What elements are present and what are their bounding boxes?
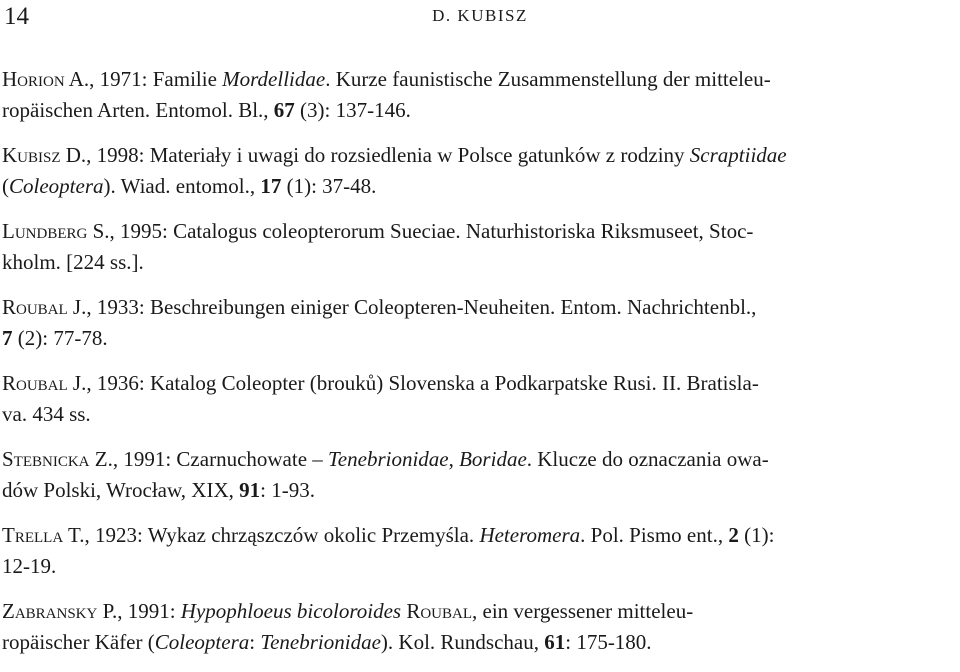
reference-entry bbox=[2, 444, 954, 506]
reference-text: ropäischer Käfer ( bbox=[2, 630, 155, 654]
reference-text: . Klucze do oznaczania owa- bbox=[526, 447, 769, 471]
taxon-name: Tenebrionidae bbox=[328, 447, 449, 471]
reference-entry bbox=[2, 292, 954, 354]
reference-entry bbox=[2, 520, 954, 582]
taxon-author: Roubal bbox=[406, 599, 472, 623]
reference-entry bbox=[2, 596, 954, 658]
reference-text: ). Kol. Rundschau, bbox=[380, 630, 545, 654]
taxon-name: Mordellidae bbox=[222, 67, 326, 91]
reference-text: , 1998: Materiały i uwagi do rozsiedlenia w Polsce gatunków z rodziny bbox=[86, 143, 690, 167]
reference-text: , ein vergessener mitteleu- bbox=[472, 599, 694, 623]
taxon-name: Coleoptera bbox=[9, 174, 104, 198]
reference-entry bbox=[2, 140, 954, 202]
reference-text: , 1923: Wykaz chrząszczów okolic Przemyśla. bbox=[84, 523, 480, 547]
volume-number: 17 bbox=[260, 174, 282, 198]
reference-entry bbox=[2, 216, 954, 278]
reference-author: Horion A. bbox=[2, 67, 90, 91]
volume-number: 91 bbox=[239, 478, 261, 502]
reference-author: Kubisz D. bbox=[2, 143, 87, 167]
reference-list bbox=[2, 64, 954, 672]
reference-text: dów Polski, Wrocław, XIX, bbox=[2, 478, 240, 502]
taxon-name: Boridae bbox=[459, 447, 527, 471]
reference-text: , 1991: bbox=[117, 599, 181, 623]
taxon-name: Scraptiidae bbox=[689, 143, 787, 167]
reference-author: Lundberg S. bbox=[2, 219, 110, 243]
reference-text: , 1936: Katalog Coleopter (brouků) Slovenska a Podkarpatske Rusi. II. Bratisla- bbox=[86, 371, 759, 395]
reference-entry bbox=[2, 64, 954, 126]
volume-number: 7 bbox=[2, 326, 13, 350]
reference-text: , 1991: Czarnuchowate – bbox=[112, 447, 329, 471]
reference-text: (3): 137-146. bbox=[294, 98, 411, 122]
reference-author: Zabransky P. bbox=[2, 599, 118, 623]
page-number: 14 bbox=[4, 3, 29, 30]
reference-text: . Kurze faunistische Zusammenstellung der mitteleu- bbox=[325, 67, 771, 91]
reference-entry bbox=[2, 368, 954, 430]
taxon-name: Tenebrionidae bbox=[260, 630, 381, 654]
reference-text: : 1-93. bbox=[260, 478, 315, 502]
reference-text: , 1933: Beschreibungen einiger Coleopteren-Neuheiten. Entom. Nachrichtenbl., bbox=[86, 295, 757, 319]
volume-number: 61 bbox=[544, 630, 566, 654]
reference-text: , 1995: Catalogus coleopterorum Sueciae. Naturhistoriska Riksmuseet, Stoc- bbox=[109, 219, 754, 243]
reference-text: : 175-180. bbox=[565, 630, 652, 654]
reference-author: Stebnicka Z. bbox=[2, 447, 113, 471]
reference-text: 12-19. bbox=[2, 554, 57, 578]
reference-text: ( bbox=[2, 174, 9, 198]
reference-author: Roubal J. bbox=[2, 371, 87, 395]
reference-text: kholm. [224 ss.]. bbox=[2, 250, 144, 274]
reference-author: Roubal J. bbox=[2, 295, 87, 319]
reference-text: ropäischen Arten. Entomol. Bl., bbox=[2, 98, 274, 122]
taxon-name: Coleoptera bbox=[154, 630, 250, 654]
taxon-name: Hypophloeus bicoloroides bbox=[180, 599, 402, 623]
reference-text: : bbox=[249, 630, 261, 654]
reference-text: (2): 77-78. bbox=[12, 326, 108, 350]
reference-text: , bbox=[448, 447, 460, 471]
reference-text: va. 434 ss. bbox=[2, 402, 91, 426]
reference-author: Trella T. bbox=[2, 523, 85, 547]
reference-text: (1): 37-48. bbox=[281, 174, 377, 198]
reference-text: ). Wiad. entomol., bbox=[103, 174, 261, 198]
volume-number: 2 bbox=[728, 523, 739, 547]
volume-number: 67 bbox=[273, 98, 295, 122]
reference-text: . Pol. Pismo ent., bbox=[580, 523, 729, 547]
reference-text: , 1971: Familie bbox=[89, 67, 223, 91]
taxon-name: Heteromera bbox=[479, 523, 581, 547]
reference-text: (1): bbox=[738, 523, 775, 547]
page-header bbox=[0, 0, 960, 40]
running-head: D. KUBISZ bbox=[432, 6, 528, 25]
